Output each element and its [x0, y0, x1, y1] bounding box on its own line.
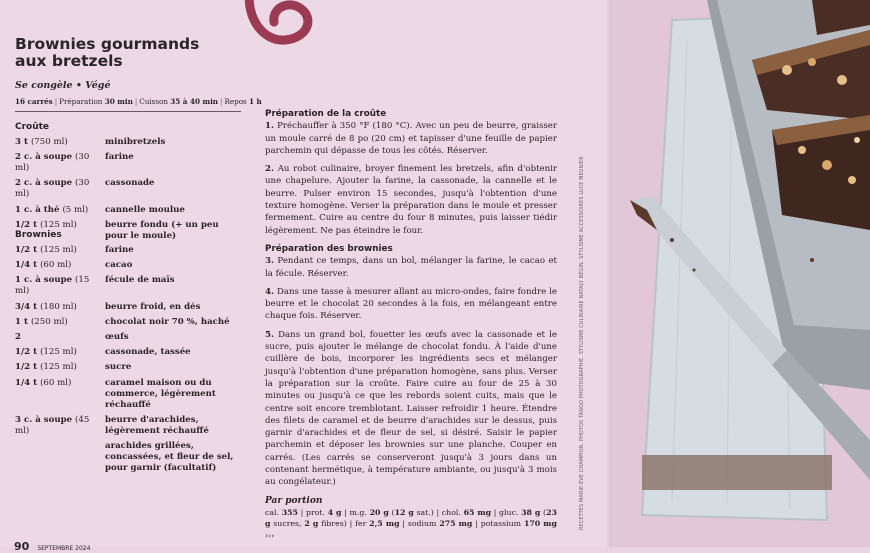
crust-ingredient: 2 c. à soupe (30 ml) farine	[15, 152, 134, 174]
crust-ingredient: 1/2 t (125 ml) beurre fondu (+ un peu pour le moule)	[15, 219, 219, 241]
brownie-ingredient-list	[15, 245, 245, 478]
brownie-ingredient: 1/4 t (60 ml) caramel maison ou du commerce, légèrement réchauffé	[15, 377, 216, 410]
brownie-ingredient: arachides grillées, concassées, et fleur de sel, pour garnir (facultatif)	[105, 440, 234, 473]
recipe-tags: Se congèle • Végé	[15, 80, 111, 91]
step-1: 1. Préchauffer à 350 °F (180 °C). Avec un peu de beurre, graisser un moule carré de 8 po (20 cm) et tapisser d'une feuille de papier parchemin qui dépasse de tous les côtés. Réserver.	[265, 121, 558, 156]
nutrition-heading: Par portion	[265, 495, 323, 506]
divider	[15, 111, 241, 112]
servings: 16 carrés	[15, 97, 53, 106]
step-4: 4. Dans une tasse à mesurer allant au micro-ondes, faire fondre le beurre et le chocolat 20 secondes à la fois, en mélangeant entre chaque fois. Réserver.	[265, 286, 557, 322]
prep-label: Préparation	[59, 97, 103, 106]
photo-credits: RECETTES MARIE-ÈVE CHAMPION. PHOTOS TANGO PHOTOGRAPHIE. STYLISME CULINAIRE NATALY BÉGIN. STYLISME ACCESSOIRES LUCE MEUNIER	[579, 156, 585, 530]
recipe-title: Brownies gourmands aux bretzels	[15, 35, 200, 70]
rest-label: Repos	[224, 97, 247, 106]
crust-ingredient: 1 c. à thé (5 ml) cannelle moulue	[15, 204, 185, 215]
brownie-ingredient: 3 c. à soupe (45 ml) beurre d'arachides, légèrement réchauffé	[15, 414, 209, 436]
brownie-ingredient: 1 t (250 ml) chocolat noir 70 %, haché	[15, 316, 230, 327]
issue-date: SEPTEMBRE 2024	[37, 545, 91, 552]
step-3: 3. Pendant ce temps, dans un bol, mélanger la farine, le cacao et la fécule. Réserver.	[265, 256, 557, 279]
brownie-ingredient: 1/4 t (60 ml) cacao	[15, 260, 133, 271]
rest-value: 1 h	[249, 97, 262, 106]
cook-label: Cuisson	[139, 97, 168, 106]
brownie-ingredient: 1 c. à soupe (15 ml) fécule de maïs	[15, 275, 175, 297]
brownie-ingredient: 1/2 t (125 ml) sucre	[15, 362, 132, 373]
method	[265, 108, 557, 541]
step-2: 2. Au robot culinaire, broyer finement les bretzels, afin d'obtenir une chapelure. Ajouter la farine, la cassonade, la cannelle et le beurre. Pulser environ 15 secondes, jusqu'à l'obtention d'une texture homogène. Verser la préparation dans le moule et presser fermement. Cuire au centre du four 8 minutes, puis laisser tiédir légèrement. Ne pas éteindre le four.	[265, 164, 557, 236]
brownie-method-heading: Préparation des brownies	[265, 243, 393, 254]
crust-ingredient: 3 t (750 ml) minibretzels	[15, 137, 166, 147]
cook-value: 35 à 40 min	[170, 97, 219, 106]
brownie-ingredient: 1/2 t (125 ml) farine	[15, 245, 134, 255]
brownie-ingredient: 3/4 t (180 ml) beurre froid, en dés	[15, 301, 201, 312]
prep-value: 30 min	[104, 97, 133, 106]
recipe-meta: 16 carrés | Préparation 30 min | Cuisson 35 à 40 min | Repos 1 h	[15, 97, 262, 106]
brownie-ingredient: 2 œufs	[15, 331, 129, 342]
decorative-swirl-icon	[240, 0, 320, 60]
crust-heading: Croûte	[15, 122, 50, 132]
crust-ingredient: 2 c. à soupe (30 ml) cassonade	[15, 178, 155, 200]
step-5: 5. Dans un grand bol, fouetter les œufs avec la cassonade et le sucre, puis ajouter le mélange de chocolat fondu. À l'aide d'une cuillère de bois, incorporer les ingrédients secs et mélanger jusqu'à l'obtention d'une préparation homogène, sans plus. Verser la préparation sur la croûte. Faire cuire au four de 25 à 30 minutes ou jusqu'à ce que les rebords soient cuits, mais que le centre soit encore tremblotant. Laisser refroidir 1 heure. Étendre des filets de caramel et de beurre d'arachides sur le dessus, puis garnir d'arachides et de fleur de sel, si désiré. Saisir le papier parchemin et déposer les brownies sur une planche. Couper en carrés. (Les carrés se conserveront jusqu'à 3 jours dans un contenant hermétique, à température ambiante, ou jusqu'à 3 mois au congélateur.)	[265, 329, 557, 488]
brownies-heading: Brownies	[15, 230, 62, 240]
crust-method-heading: Préparation de la croûte	[265, 109, 387, 119]
page-footer	[14, 540, 90, 553]
page-number: 90	[14, 540, 30, 553]
brownie-ingredient: 1/2 t (125 ml) cassonade, tassée	[15, 347, 191, 358]
nutrition-facts: cal. 355 | prot. 4 g | m.g. 20 g (12 g sat.) | chol. 65 mg | gluc. 38 g (23 g sucres, 2 g fibres) | fer 2,5 mg | sodium 275 mg | potassium 170 mg ›››	[265, 507, 557, 540]
brownie-photo	[612, 0, 870, 547]
